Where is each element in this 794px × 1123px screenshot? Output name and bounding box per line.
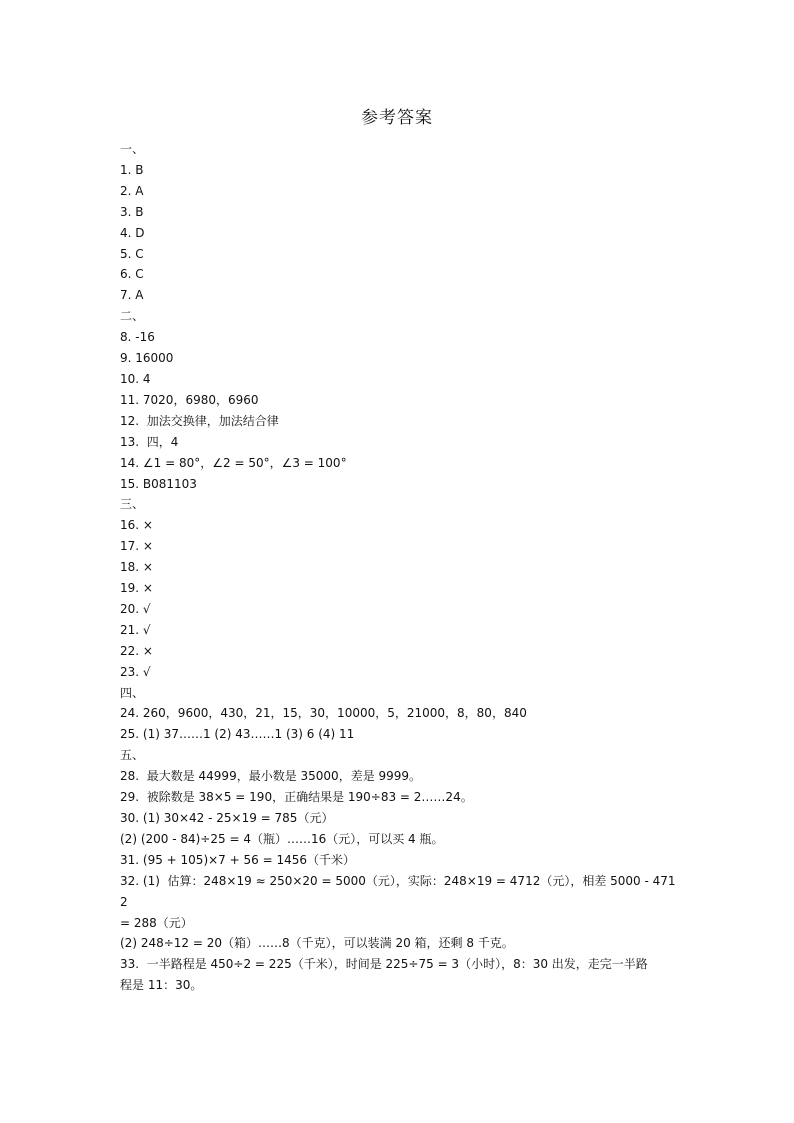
answer-line: 6. C [120, 267, 144, 282]
answer-line: 16. × [120, 518, 153, 533]
answer-line: 30. (1) 30×42 - 25×19 = 785（元） [120, 811, 334, 825]
answer-line: 4. D [120, 225, 145, 240]
answer-line: 5. C [120, 246, 144, 261]
answer-line: 33. 一半路程是 450÷2 = 225（千米），时间是 225÷75 = 3（小时），8：30 出发，走完一半路 [120, 957, 648, 972]
answer-line: 2. A [120, 183, 144, 198]
answer-line: 11. 7020，6980，6960 [120, 392, 259, 407]
page-title: 参考答案 [361, 108, 433, 128]
answer-line: 24. 260，9600，430，21，15，30，10000，5，21000，8，80，840 [120, 706, 527, 721]
answer-line: = 288（元） [120, 915, 193, 930]
answer-line: 14. ∠1 = 80°，∠2 = 50°，∠3 = 100° [120, 455, 347, 470]
answer-line: 28. 最大数是 44999，最小数是 35000，差是 9999。 [120, 769, 422, 784]
answer-line: 7. A [120, 288, 144, 303]
answer-line: 10. 4 [120, 371, 151, 386]
answer-line: 31. (95 + 105)×7 + 56 = 1456（千米） [120, 852, 355, 867]
answer-line: 23. √ [120, 664, 151, 679]
section-heading: 三、 [120, 497, 145, 512]
answer-line: 12. 加法交换律，加法结合律 [120, 413, 279, 428]
answer-line: 15. B081103 [120, 476, 197, 491]
answer-line: 1. B [120, 162, 144, 177]
answer-line: 8. -16 [120, 330, 155, 345]
answer-line: 22. × [120, 643, 153, 658]
answer-line: 3. B [120, 204, 144, 219]
answer-line: 9. 16000 [120, 351, 174, 366]
section-heading: 四、 [120, 685, 145, 700]
answer-line: 20. √ [120, 601, 151, 616]
answer-line: 17. × [120, 539, 153, 554]
section-heading: 五、 [120, 748, 145, 763]
answer-line: 21. √ [120, 622, 151, 637]
answer-line: (2) 248÷12 = 20（箱）……8（千克），可以装满 20 箱，还剩 8 千克。 [120, 936, 514, 951]
answer-line: 19. × [120, 581, 153, 596]
section-heading: 二、 [120, 309, 145, 324]
answer-line: 18. × [120, 560, 153, 575]
answer-line: 13. 四，4 [120, 434, 179, 449]
answer-line: 25. (1) 37……1 (2) 43……1 (3) 6 (4) 11 [120, 727, 355, 742]
answer-line: (2) (200 - 84)÷25 = 4（瓶）……16（元），可以买 4 瓶。 [120, 831, 444, 846]
answer-line: 32. (1) 估算：248×19 ≈ 250×20 = 5000（元），实际：248×19 = 4712（元），相差 5000 - 4712 [120, 873, 676, 909]
answer-line: 程是 11：30。 [120, 978, 203, 993]
answer-body [120, 139, 680, 996]
section-heading: 一、 [120, 142, 145, 156]
answer-line: 29. 被除数是 38×5 = 190，正确结果是 190÷83 = 2……24。 [120, 790, 473, 805]
